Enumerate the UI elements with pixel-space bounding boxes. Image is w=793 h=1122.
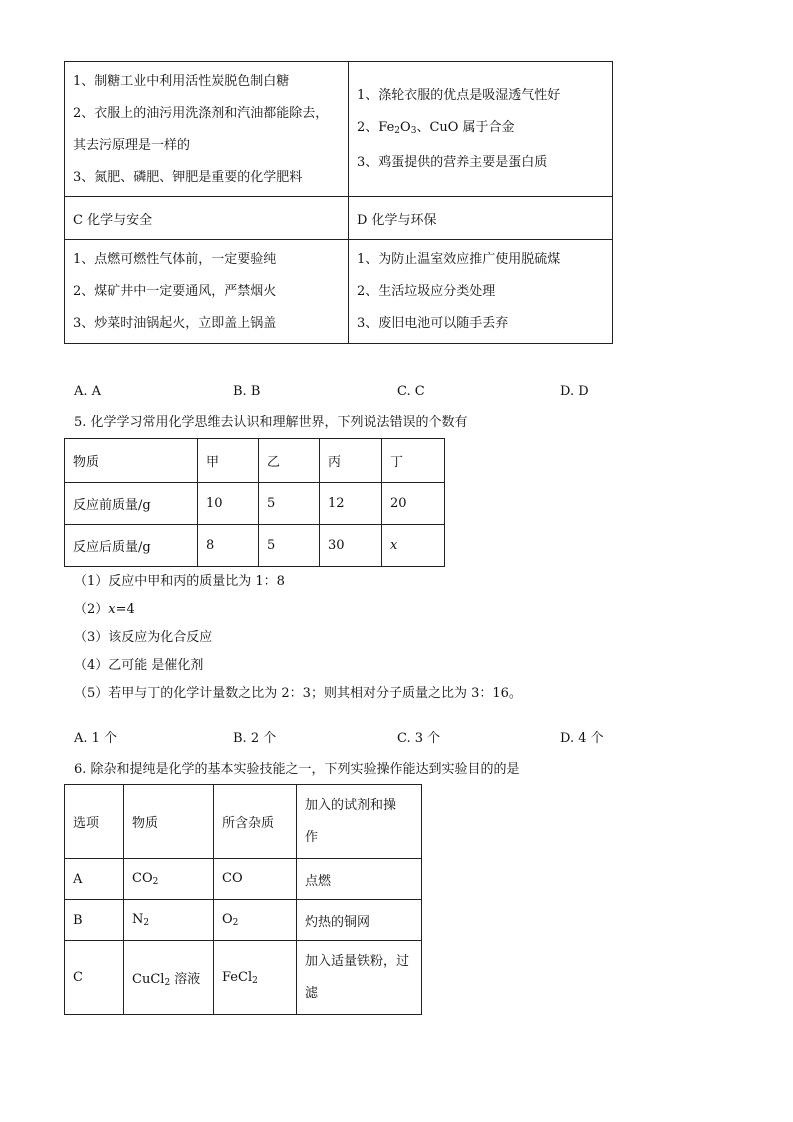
cell-c-items	[65, 240, 349, 344]
q6-row-b-option: B	[65, 900, 124, 941]
q5-header-ding: 丁	[382, 439, 445, 483]
q6-row-a-impurity: CO	[214, 859, 297, 900]
a-item-1: 1、制糖工业中利用活性炭脱色制白糖	[73, 74, 290, 89]
knowledge-table	[64, 61, 613, 344]
q5-cell: 20	[382, 483, 445, 525]
q4-option-d: D. D	[560, 384, 589, 399]
b-item-2: 2、$Fe_2O_3$、CuO 属于合金	[357, 119, 515, 136]
q5-option-c: C. 3 个	[397, 731, 441, 746]
c-item-1: 1、点燃可燃性气体前，一定要验纯	[73, 251, 277, 267]
q6-row-c-substance: CuCl$_2$ 溶液	[124, 941, 214, 1015]
d-header: D 化学与环保	[349, 197, 613, 240]
q5-header-yi: 乙	[259, 439, 320, 483]
q6-row-c-operation: 加入适量铁粉，过 滤	[297, 941, 422, 1015]
q5-header-bing: 丙	[320, 439, 382, 483]
q5-statement-2: （2）x=4	[74, 602, 135, 617]
q5-statement-5: （5）若甲与丁的化学计量数之比为 2：3；则其相对分子质量之比为 3：16。	[74, 686, 522, 701]
q6-row-a-option: A	[65, 859, 124, 900]
q5-stem: 5. 化学学习常用化学思维去认识和理解世界，下列说法错误的个数有	[74, 415, 468, 430]
q6-row-b-impurity: $O_2$	[214, 900, 297, 941]
q5-statement-4: （4）乙可能 是催化剂	[74, 658, 204, 673]
q5-header-substance: 物质	[65, 439, 198, 483]
a-item-3: 3、氮肥、磷肥、钾肥是重要的化学肥料	[73, 170, 303, 185]
c-item-2: 2、煤矿井中一定要通风，严禁烟火	[73, 283, 277, 299]
d-item-1: 1、为防止温室效应推广使用脱硫煤	[357, 251, 561, 267]
q6-purification-table	[64, 784, 422, 1015]
q5-cell: 5	[259, 525, 320, 567]
q6-header-substance: 物质	[124, 785, 214, 859]
q5-option-d: D. 4 个	[560, 731, 604, 746]
cell-a-items	[65, 62, 349, 197]
cell-b-items	[349, 62, 613, 197]
q5-row-label: 反应后质量/g	[65, 525, 198, 567]
q5-option-b: B. 2 个	[233, 731, 277, 746]
cell-d-items	[349, 240, 613, 344]
q5-cell: 5	[259, 483, 320, 525]
q6-row-c-impurity: FeCl$_2$	[214, 941, 297, 1015]
a-item-2: 2、衣服上的油污用洗涤剂和汽油都能除去，	[73, 106, 329, 121]
q5-cell: 12	[320, 483, 382, 525]
q6-header-impurity: 所含杂质	[214, 785, 297, 859]
q6-header-operation: 加入的试剂和操 作	[297, 785, 422, 859]
q5-cell: 8	[198, 525, 259, 567]
d-item-3: 3、废旧电池可以随手丢弃	[357, 315, 509, 331]
q5-row-label: 反应前质量/g	[65, 483, 198, 525]
q5-option-a: A. 1 个	[74, 731, 118, 746]
q6-row-b-operation: 灼热的铜网	[297, 900, 422, 941]
a-item-2-cont: 其去污原理是一样的	[73, 138, 191, 153]
q5-cell: 30	[320, 525, 382, 567]
q4-option-b: B. B	[233, 384, 261, 399]
q6-row-a-substance: $CO_2$	[124, 859, 214, 900]
q5-cell: x	[382, 525, 445, 567]
q4-option-c: C. C	[397, 384, 425, 399]
q6-row-c-option: C	[65, 941, 124, 1015]
b-item-1: 1、涤轮衣服的优点是吸湿透气性好	[357, 87, 561, 103]
q5-cell: 10	[198, 483, 259, 525]
q6-row-b-substance: $N_2$	[124, 900, 214, 941]
q5-statement-1: （1）反应中甲和丙的质量比为 1：8	[74, 574, 285, 589]
q5-header-jia: 甲	[198, 439, 259, 483]
q5-statement-3: （3）该反应为化合反应	[74, 630, 213, 645]
q6-header-option: 选项	[65, 785, 124, 859]
q6-stem: 6. 除杂和提纯是化学的基本实验技能之一，下列实验操作能达到实验目的的是	[74, 762, 520, 777]
c-header: C 化学与安全	[65, 197, 349, 240]
q6-row-a-operation: 点燃	[297, 859, 422, 900]
b-item-3: 3、鸡蛋提供的营养主要是蛋白质	[357, 154, 548, 170]
d-item-2: 2、生活垃圾应分类处理	[357, 283, 496, 299]
q4-option-a: A. A	[74, 384, 102, 399]
q5-mass-table	[64, 438, 445, 567]
c-item-3: 3、炒菜时油锅起火，立即盖上锅盖	[73, 315, 277, 331]
